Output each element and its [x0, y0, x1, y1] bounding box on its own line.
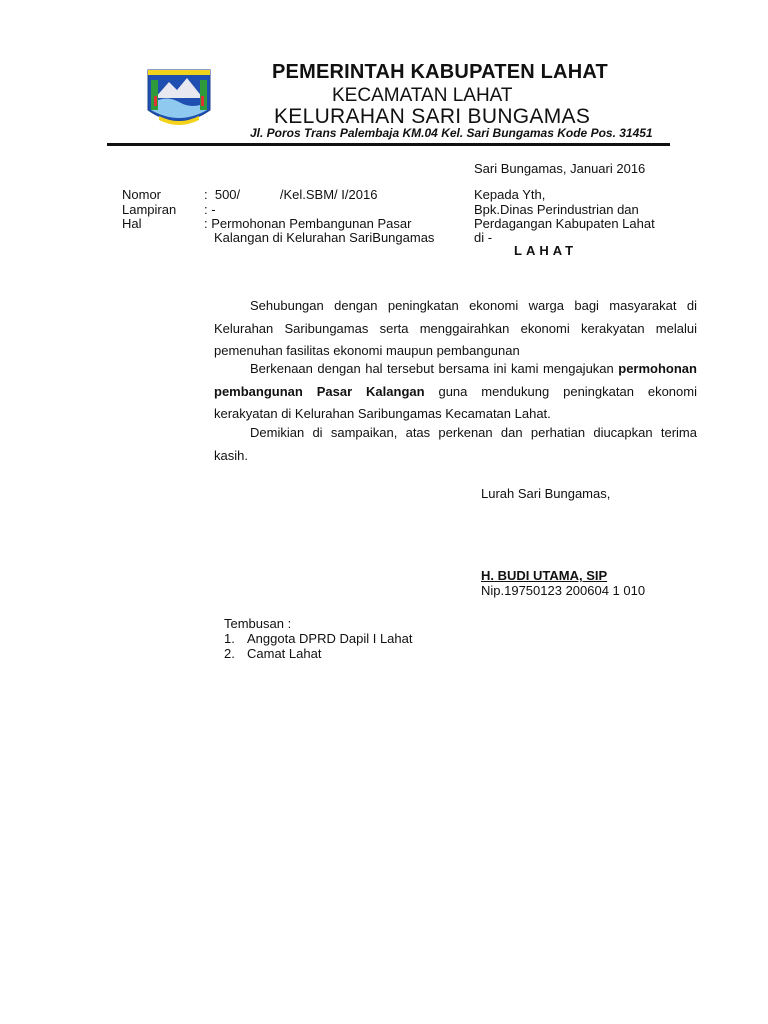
- regency-emblem-icon: [145, 66, 213, 130]
- p2-bold: permohonan pembangunan Pasar Kalangan: [214, 361, 697, 399]
- header-government: PEMERINTAH KABUPATEN LAHAT: [272, 61, 608, 83]
- nomor-label: Nomor: [122, 187, 162, 202]
- recipient-city: LAHAT: [514, 243, 578, 258]
- nomor-value: : 500/ /Kel.SBM/ I/2016: [204, 187, 378, 202]
- cc-item-1-text: Anggota DPRD Dapil I Lahat: [247, 631, 413, 646]
- body-paragraph-3: Demikian di sampaikan, atas perkenan dan perhatian diucapkan terima kasih.: [214, 425, 697, 463]
- p2-start: Berkenaan dengan hal tersebut bersama ini kami mengajukan: [250, 361, 614, 376]
- header-address: Jl. Poros Trans Palembaja KM.04 Kel. Sari Bungamas Kode Pos. 31451: [250, 126, 653, 140]
- hal-value-line2: Kalangan di Kelurahan SariBungamas: [214, 230, 435, 245]
- p2-end: guna mendukung peningkatan ekonomi kerakyatan di Kelurahan Saribungamas Kecamatan Lahat.: [214, 383, 697, 421]
- header-village: KELURAHAN SARI BUNGAMAS: [274, 105, 591, 128]
- body-paragraph-1: Sehubungan dengan peningkatan ekonomi warga bagi masyarakat di Kelurahan Saribungamas serta menggairahkan ekonomi kerakyatan melalui pemenuhan fasilitas ekonomi maupun pembangunan: [214, 298, 697, 358]
- signature-name: H. BUDI UTAMA, SIP: [481, 568, 608, 583]
- recipient-salutation: Kepada Yth,: [474, 187, 546, 202]
- signature-nip: Nip.19750123 200604 1 010: [481, 583, 646, 598]
- header-divider: [107, 143, 670, 146]
- recipient-line3: Perdagangan Kabupaten Lahat: [474, 216, 655, 231]
- letter-date: Sari Bungamas, Januari 2016: [474, 161, 646, 176]
- body-paragraph-2: [214, 358, 697, 426]
- recipient-line4: di -: [474, 230, 493, 245]
- hal-value-line1: : Permohonan Pembangunan Pasar: [204, 216, 412, 231]
- cc-label: Tembusan :: [224, 616, 292, 631]
- header-district: KECAMATAN LAHAT: [332, 85, 513, 106]
- cc-item-2: 2. Camat Lahat: [224, 646, 322, 661]
- lampiran-label: Lampiran: [122, 202, 177, 217]
- lampiran-value: : -: [204, 202, 216, 217]
- recipient-line2: Bpk.Dinas Perindustrian dan: [474, 202, 639, 217]
- hal-label: Hal: [122, 216, 142, 231]
- cc-item-1: 1. Anggota DPRD Dapil I Lahat: [224, 631, 413, 646]
- signature-title: Lurah Sari Bungamas,: [481, 486, 611, 501]
- cc-item-2-text: Camat Lahat: [247, 646, 322, 661]
